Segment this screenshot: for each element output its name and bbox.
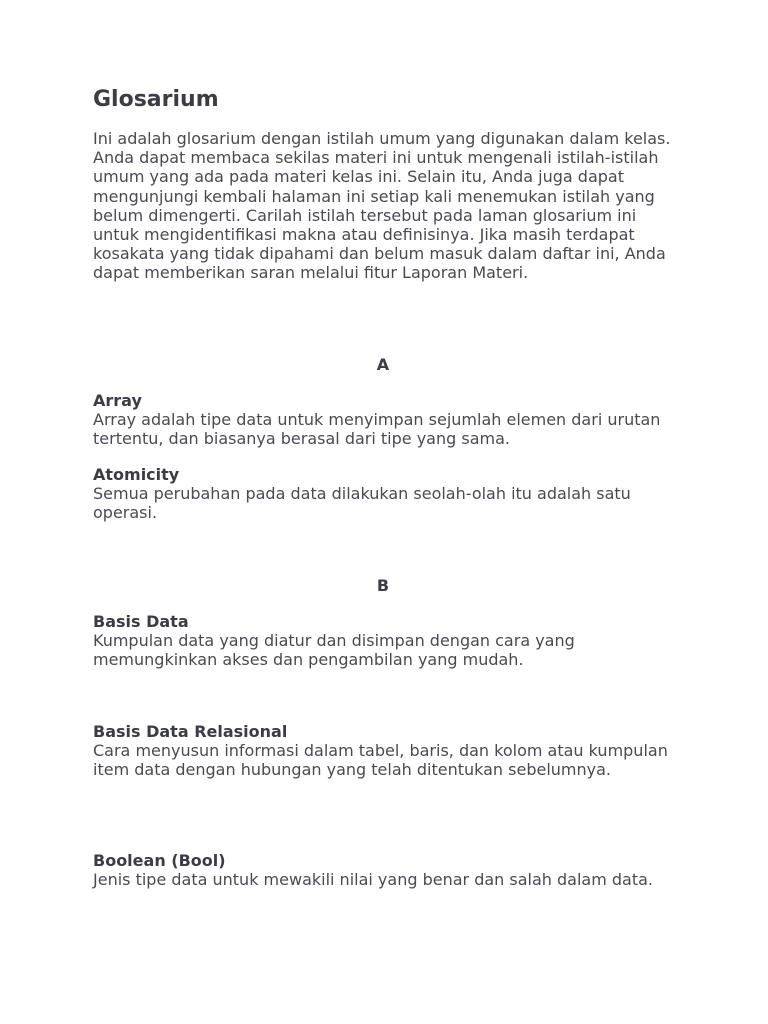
glossary-entry-array: [93, 391, 683, 449]
glossary-definition: Kumpulan data yang diatur dan disimpan dengan cara yang memungkinkan akses dan pengambilan yang mudah.: [93, 631, 575, 670]
glossary-term: Basis Data Relasional: [93, 722, 288, 741]
glossary-term: Array: [93, 391, 142, 410]
glossary-definition: Array adalah tipe data untuk menyimpan sejumlah elemen dari urutan tertentu, dan biasanya berasal dari tipe yang sama.: [93, 410, 661, 449]
glossary-definition: Cara menyusun informasi dalam tabel, baris, dan kolom atau kumpulan item data dengan hubungan yang telah ditentukan sebelumnya.: [93, 741, 668, 780]
glossary-entry-basis-data: [93, 612, 683, 670]
glossary-entry-basis-data-relasional: [93, 722, 683, 780]
glossary-entry-boolean: [93, 851, 683, 889]
section-letter-a: A: [376, 355, 390, 374]
glossary-definition: Semua perubahan pada data dilakukan seolah-olah itu adalah satu operasi.: [93, 484, 631, 523]
intro-paragraph: Ini adalah glosarium dengan istilah umum yang digunakan dalam kelas. Anda dapat membaca sekilas materi ini untuk mengenali istilah-istilah umum yang ada pada materi kelas ini. Selain itu, Anda juga dapat mengunjungi kembali halaman ini setiap kali menemukan istilah yang belum dimengerti. Carilah istilah tersebut pada laman glosarium ini untuk mengidentifikasi makna atau definisinya. Jika masih terdapat kosakata yang tidak dipahami dan belum masuk dalam daftar ini, Anda dapat memberikan saran melalui fitur Laporan Materi.: [93, 129, 671, 283]
glossary-entry-atomicity: [93, 465, 683, 523]
glossary-term: Boolean (Bool): [93, 851, 226, 870]
glossary-term: Atomicity: [93, 465, 180, 484]
section-letter-b: B: [376, 576, 390, 595]
page-title: Glosarium: [93, 87, 219, 112]
glossary-term: Basis Data: [93, 612, 189, 631]
glossary-definition: Jenis tipe data untuk mewakili nilai yang benar dan salah dalam data.: [93, 870, 653, 890]
